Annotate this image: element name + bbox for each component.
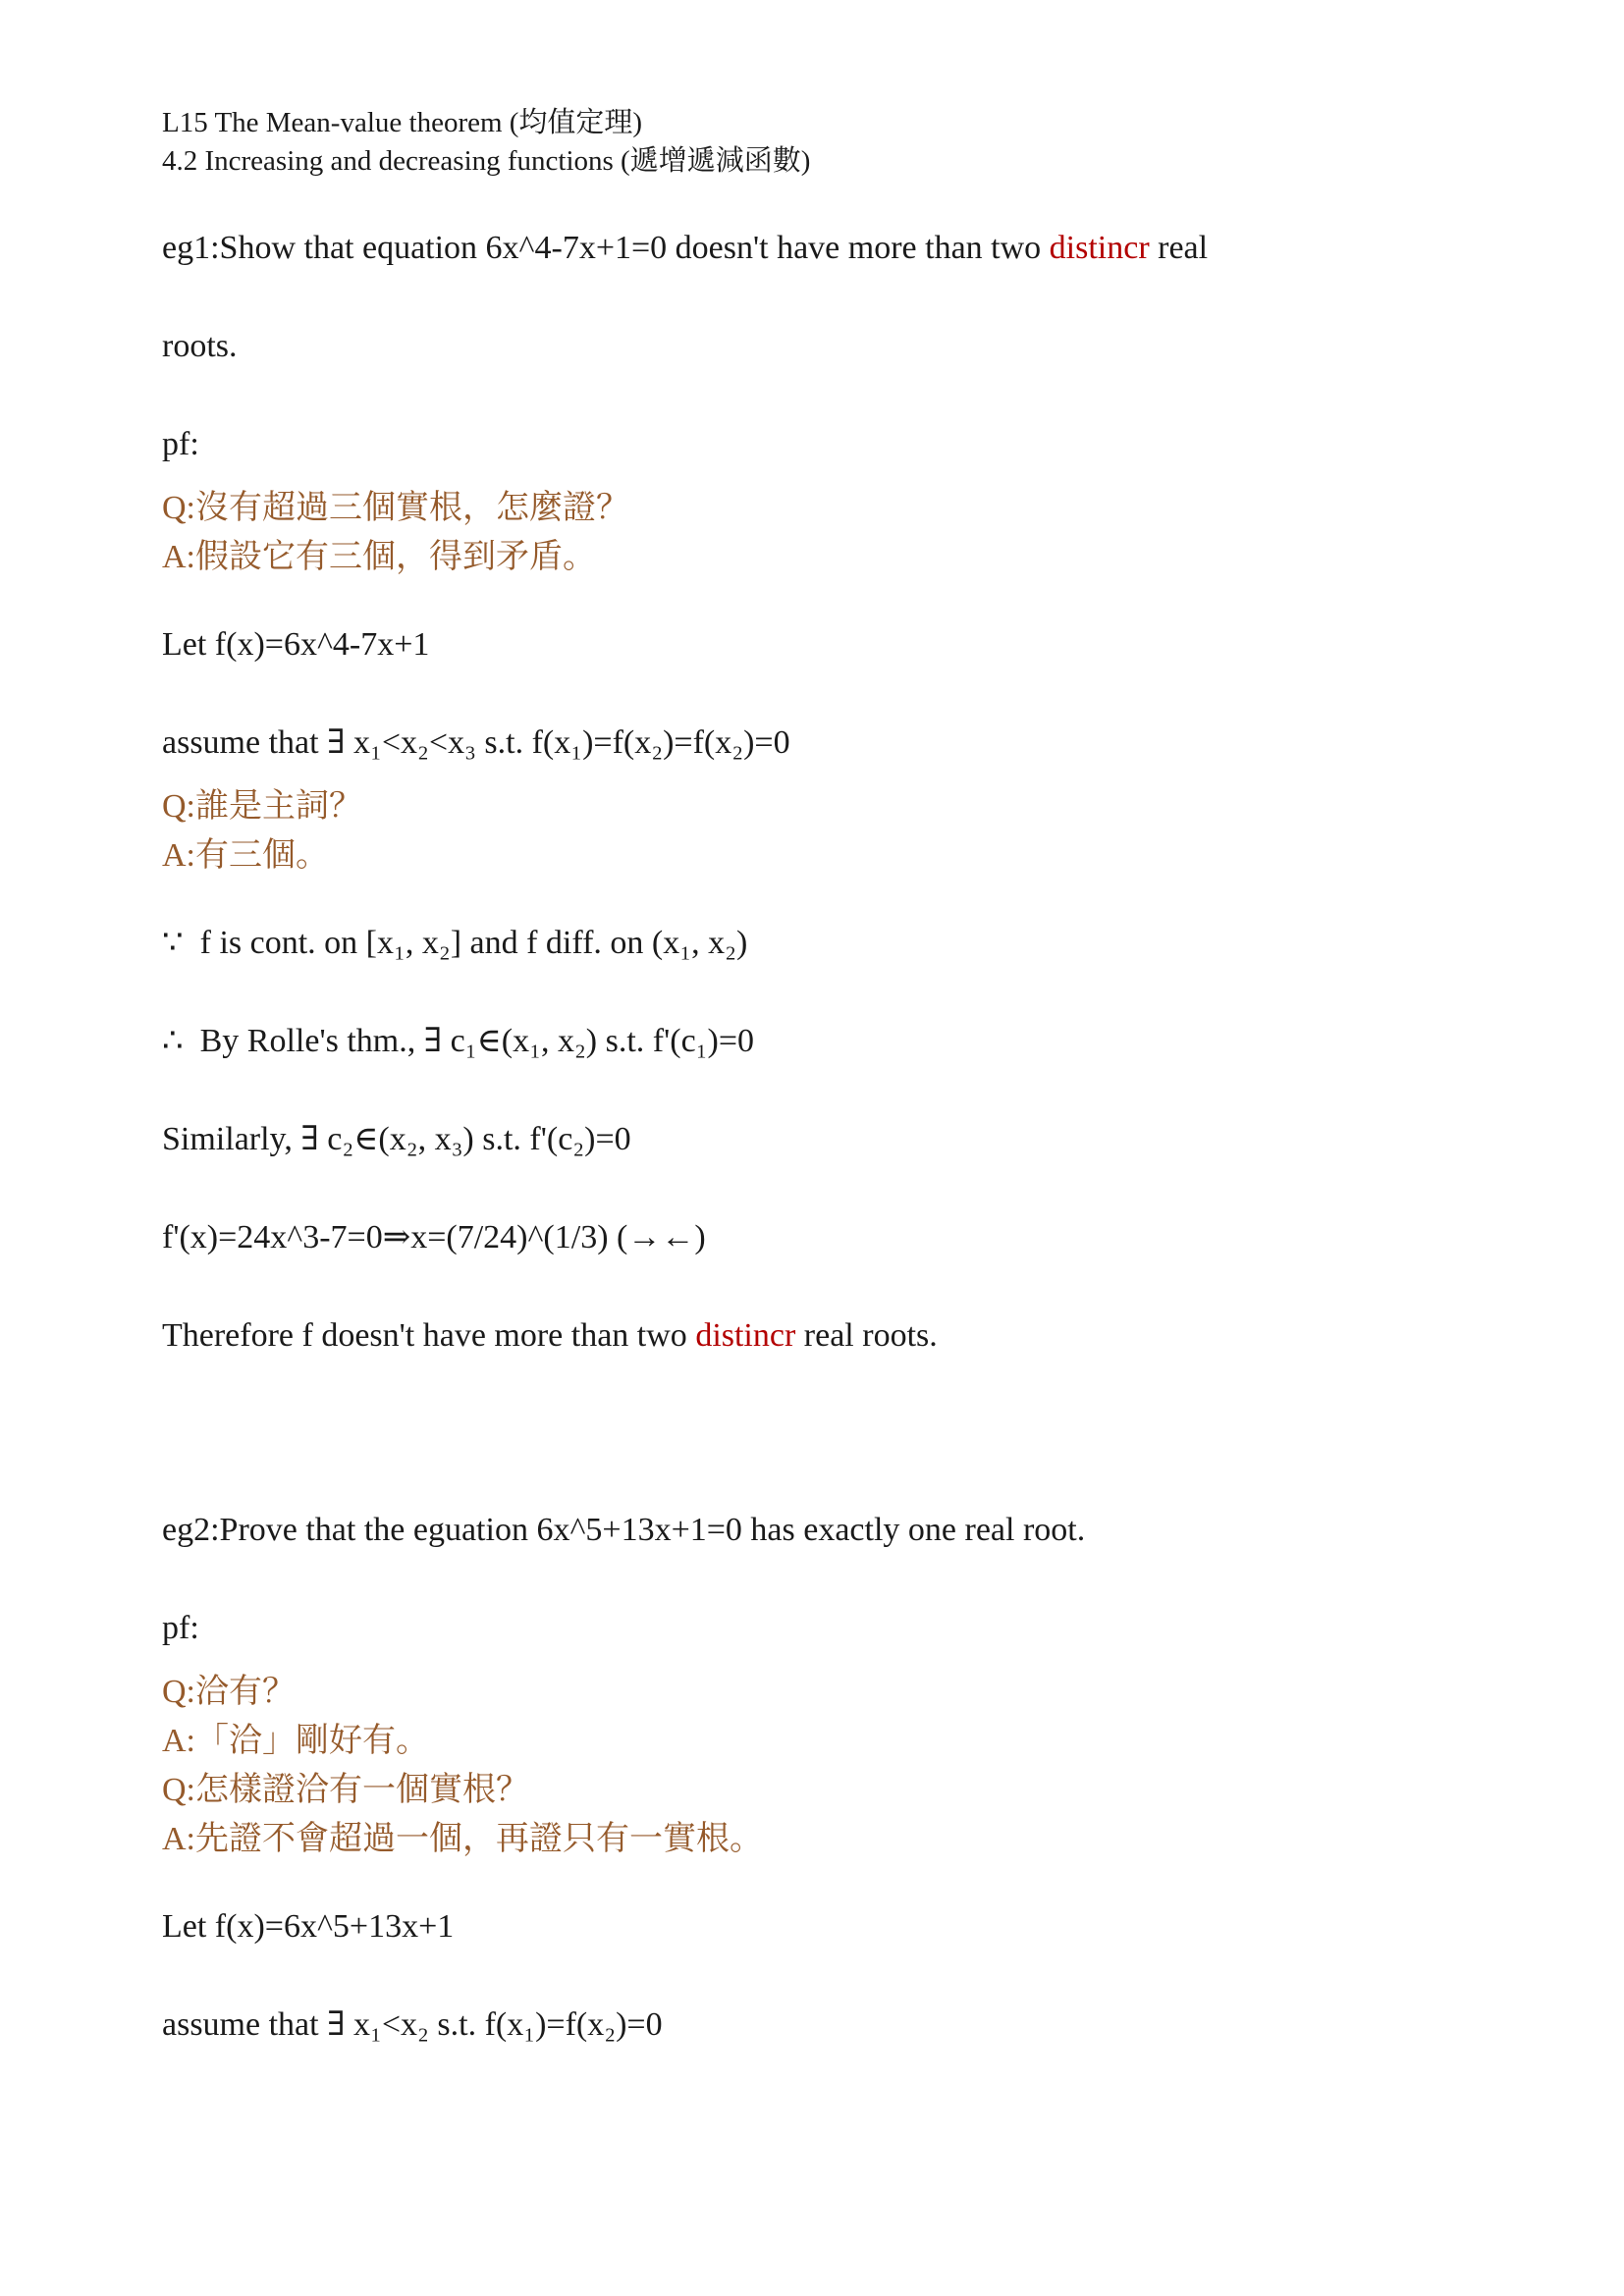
eg2-pf-label: pf:: [162, 1610, 199, 1646]
eg1-derivative-line: f'(x)=24x^3-7=0⇒x=(7/24)^(1/3) (→←): [162, 1219, 706, 1255]
qa-question: Q:誰是主詞？: [162, 788, 362, 825]
eg1-similarly-line: Similarly, ∃ c₂∈(x₂, x₃) s.t. f'(c₂)=0: [162, 1121, 631, 1157]
qa-answer: A:有三個。: [162, 837, 329, 874]
qa-question: Q:怎樣證洽有一個實根？: [162, 1772, 529, 1808]
eg1-conclusion: [162, 1287, 1565, 1385]
eg2-assume-line: assume that ∃ x₁<x₂ s.t. f(x₁)=f(x₂)=0: [162, 2006, 663, 2043]
eg1-qa-subject: [162, 782, 1565, 881]
eg1-conclusion-prefix: Therefore f doesn't have more than two: [162, 1317, 696, 1354]
header-section-line: 4.2 Increasing and decreasing functions (遞增遞減函數): [162, 145, 811, 177]
header-title-line: L15 The Mean-value theorem (均值定理): [162, 107, 643, 138]
qa-question: Q:洽有？: [162, 1674, 296, 1710]
eg1-qa-intro: [162, 484, 1565, 582]
eg1-because-line: ∵ f is cont. on [x₁, x₂] and f diff. on (x₁, x₂): [162, 925, 748, 961]
eg1-conclusion-red-word-distincr: distincr: [695, 1317, 796, 1354]
eg1-assume-line: assume that ∃ x₁<x₂<x₃ s.t. f(x₁)=f(x₂)=f(x₂)=0: [162, 724, 790, 761]
eg1-conclusion-suffix: real roots.: [795, 1317, 938, 1354]
eg2-statement: eg2:Prove that the eguation 6x^5+13x+1=0 has exactly one real root.: [162, 1512, 1086, 1548]
eg2-let-line: Let f(x)=6x^5+13x+1: [162, 1908, 455, 1945]
eg1-statement-prefix: eg1:Show that equation 6x^4-7x+1=0 doesn't have more than two: [162, 230, 1050, 266]
qa-answer: A:先證不會超過一個，再證只有一實根。: [162, 1821, 763, 1857]
eg2-qa-block: [162, 1668, 1565, 1864]
qa-answer: A:「洽」剛好有。: [162, 1723, 429, 1759]
doc-header: [162, 104, 1565, 181]
eg1-statement: [162, 199, 1565, 297]
qa-question: Q:沒有超過三個實根，怎麼證？: [162, 490, 629, 526]
qa-answer: A:假設它有三個，得到矛盾。: [162, 539, 596, 575]
eg1-let-line: Let f(x)=6x^4-7x+1: [162, 626, 430, 663]
eg1-rolle-line: ∴ By Rolle's thm., ∃ c₁∈(x₁, x₂) s.t. f'(c₁)=0: [162, 1023, 755, 1059]
eg1-statement-suffix: real: [1149, 230, 1209, 266]
eg1-statement-wrap: roots.: [162, 328, 238, 364]
eg1-red-word-distincr: distincr: [1049, 230, 1150, 266]
eg1-pf-label: pf:: [162, 426, 199, 462]
